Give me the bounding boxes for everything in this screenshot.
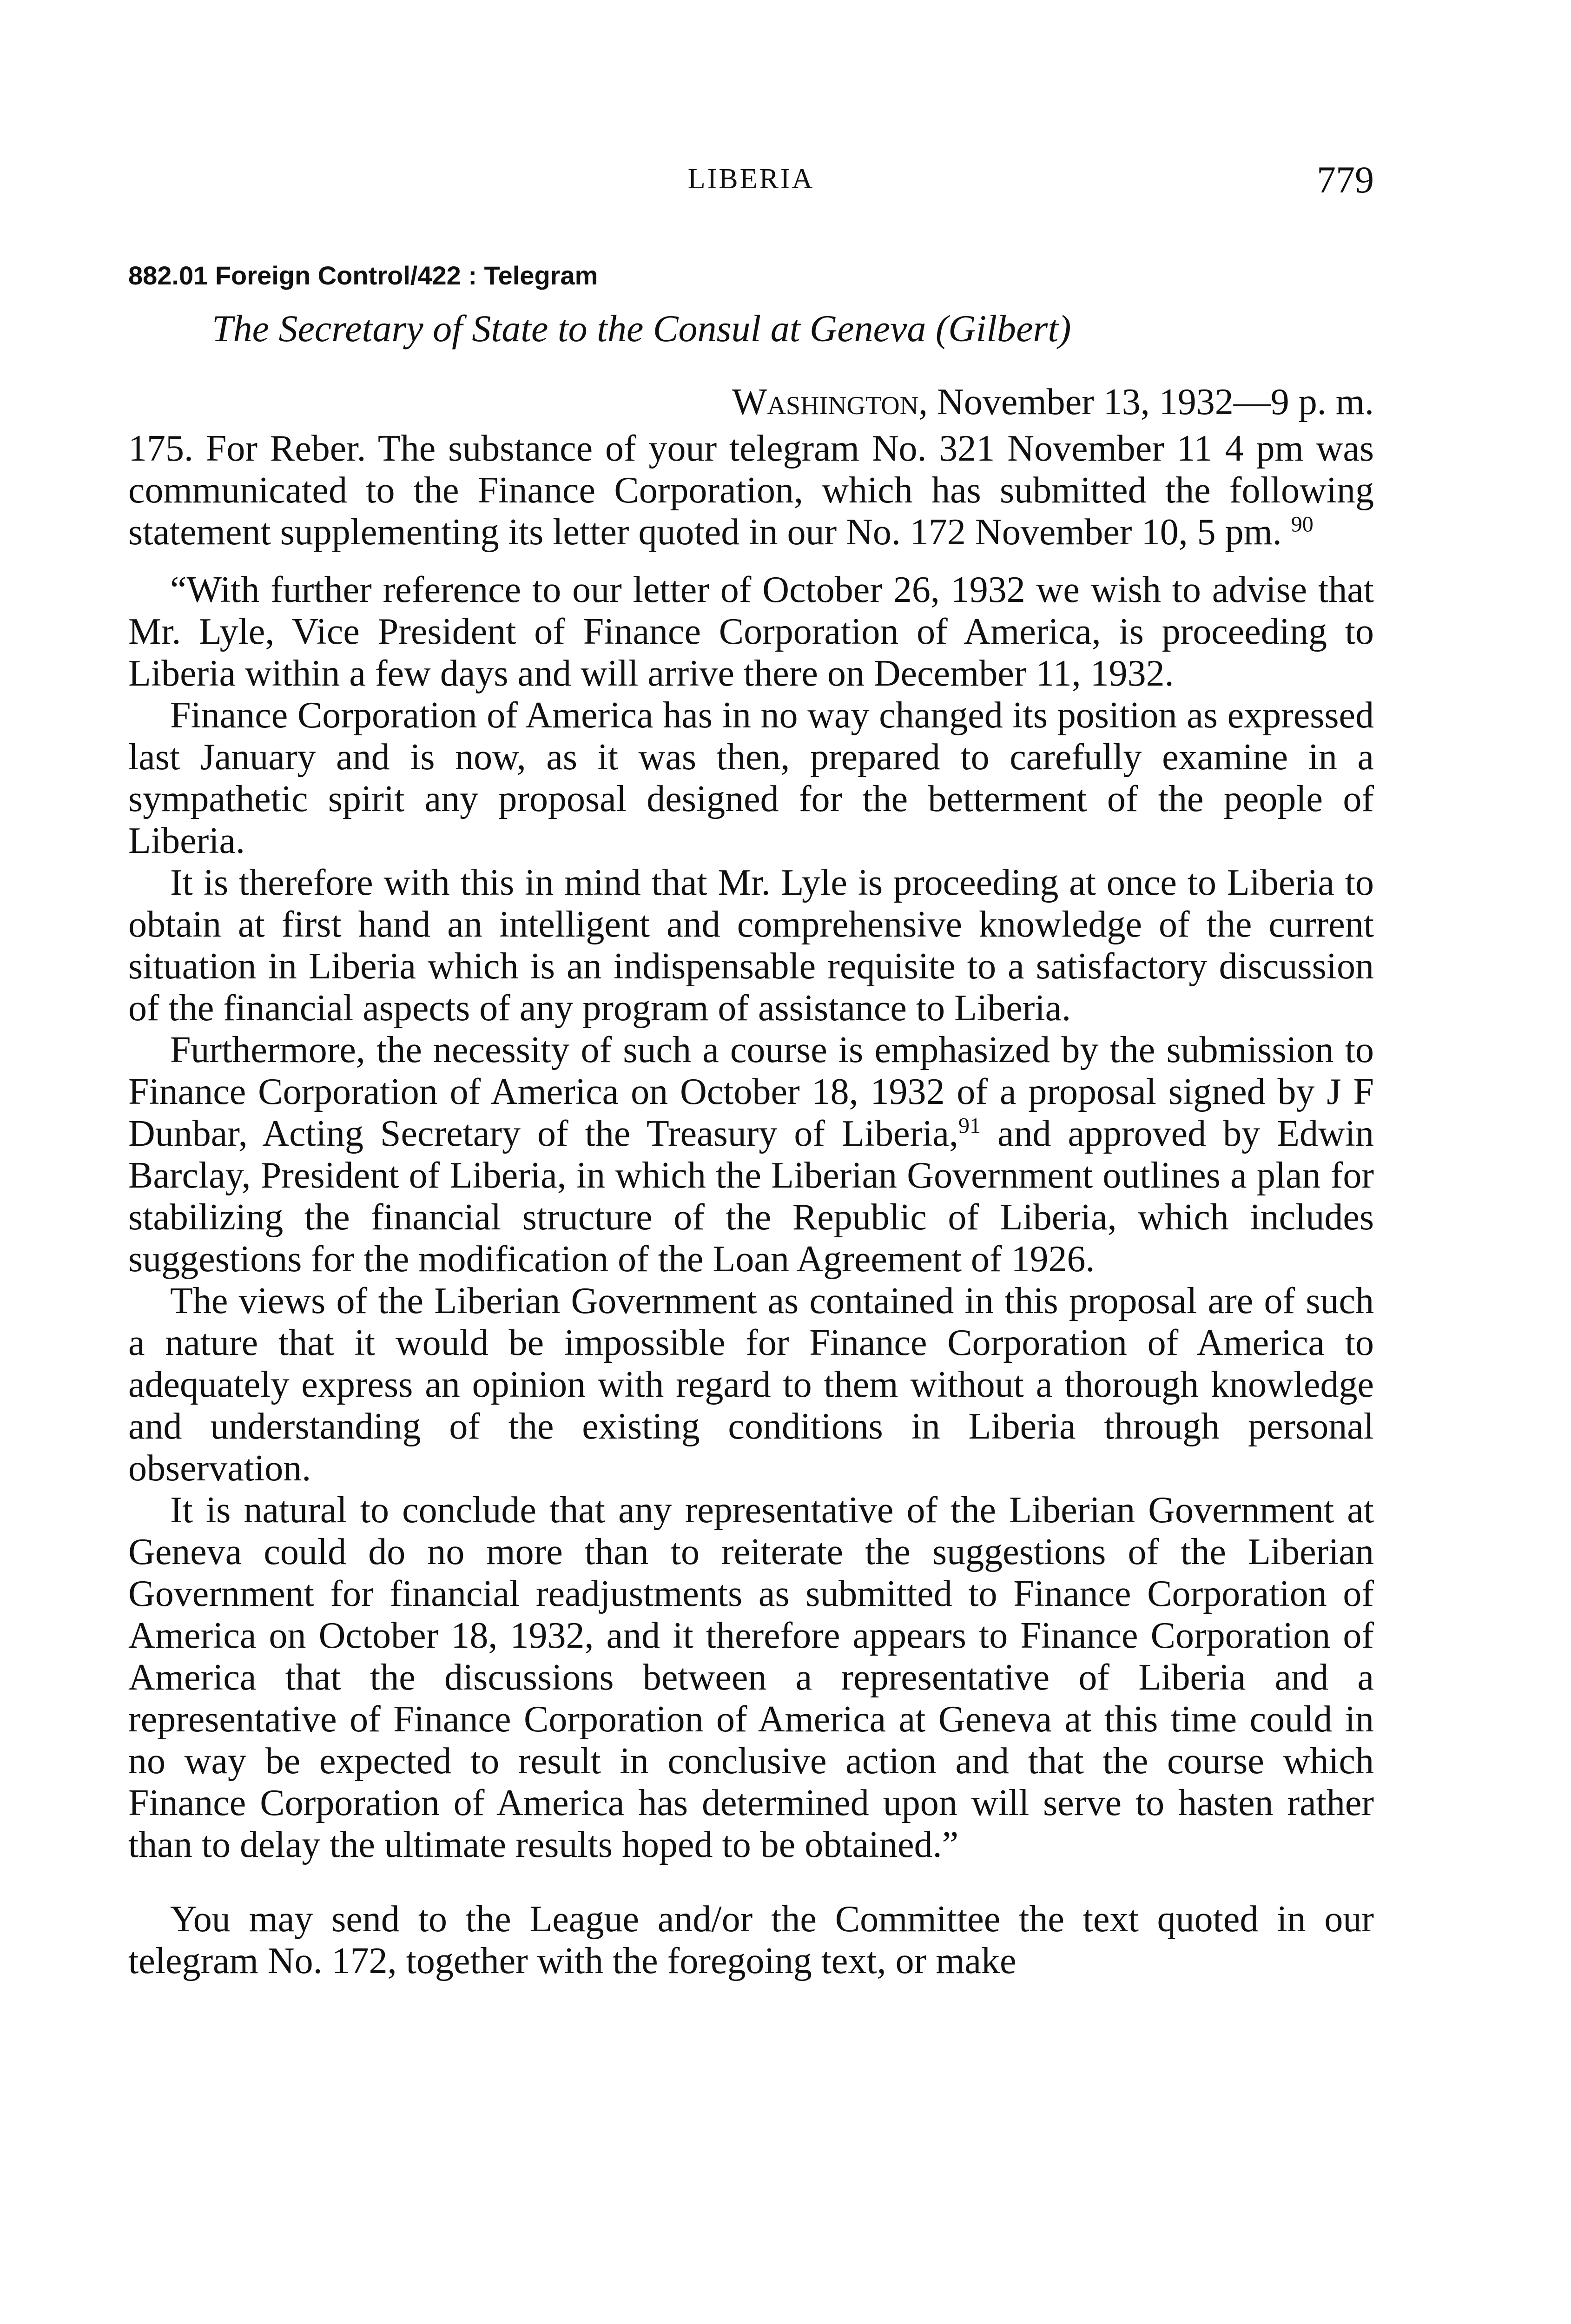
running-header bbox=[128, 158, 1374, 209]
quote-paragraph-2: Finance Corporation of America has in no way changed its position as expressed last January and is now, as it was then, prepared to carefully examine in a sympathetic spirit any proposal designed for the betterment of the people of Liberia. bbox=[128, 695, 1374, 861]
dateline-date: , November 13, 1932—9 p. m. bbox=[918, 382, 1374, 423]
quote-paragraph-4-text-a: Furthermore, the necessity of such a course is emphasized by the submission to Finance Corporation of America on October 18, 1932 of a proposal signed by J F Dunbar, Acting Secretary of the Treasury of Liberia, bbox=[128, 1030, 1374, 1154]
document-title: The Secretary of State to the Consul at Geneva (Gilbert) bbox=[212, 307, 1071, 350]
quote-paragraph-1: “With further reference to our letter of October 26, 1932 we wish to advise that Mr. Lyle, Vice President of Finance Corporation of America, is proceeding to Liberia within a few days and will arrive there on December 11, 1932. bbox=[128, 569, 1374, 694]
page-number: 779 bbox=[1317, 158, 1374, 201]
dateline bbox=[732, 381, 1374, 423]
quoted-statement bbox=[128, 569, 1374, 1866]
opening-text: 175. For Reber. The substance of your telegram No. 321 November 11 4 pm was communicated to the Finance Corporation, which has submitted the following statement supplementing its letter quoted in our No. 172 November 10, 5 pm. bbox=[128, 428, 1374, 553]
quote-paragraph-5: The views of the Liberian Government as contained in this proposal are of such a nature that it would be impossible for Finance Corporation of America to adequately express an opinion with regard to them without a thorough knowledge and understanding of the existing conditions in Liberia through personal observation. bbox=[128, 1281, 1374, 1489]
quote-paragraph-4 bbox=[128, 1029, 1374, 1280]
opening-paragraph bbox=[128, 428, 1374, 553]
body-text bbox=[128, 428, 1374, 1982]
dateline-place: Washington bbox=[732, 382, 919, 423]
footnote-ref-91: 91 bbox=[958, 1113, 981, 1138]
file-reference: 882.01 Foreign Control/422 : Telegram bbox=[128, 261, 598, 290]
quote-paragraph-6: It is natural to conclude that any representative of the Liberian Government at Geneva could do no more than to reiterate the suggestions of the Liberian Government for financial readjustments as submitted to Finance Corporation of America on October 18, 1932, and it therefore appears to Finance Corporation of America that the discussions between a representative of Liberia and a representative of Finance Corporation of America at Geneva at this time could in no way be expected to result in conclusive action and that the course which Finance Corporation of America has determined upon will serve to hasten rather than to delay the ultimate results hoped to be obtained.” bbox=[128, 1490, 1374, 1865]
quote-paragraph-4-text-b: and approved by Edwin Barclay, President of Liberia, in which the Liberian Government outlines a plan for stabilizing the financial structure of the Republic of Liberia, which includes suggestions for the modification of the Loan Agreement of 1926. bbox=[128, 1113, 1374, 1280]
quote-paragraph-3: It is therefore with this in mind that Mr. Lyle is proceeding at once to Liberia to obtain at first hand an intelligent and comprehensive knowledge of the current situation in Liberia which is an indispensable requisite to a satisfactory discussion of the financial aspects of any program of assistance to Liberia. bbox=[128, 862, 1374, 1029]
footnote-ref-90: 90 bbox=[1291, 512, 1314, 537]
running-title: LIBERIA bbox=[687, 163, 815, 195]
closing-paragraph: You may send to the League and/or the Committee the text quoted in our telegram No. 172, together with the foregoing text, or make bbox=[128, 1899, 1374, 1981]
